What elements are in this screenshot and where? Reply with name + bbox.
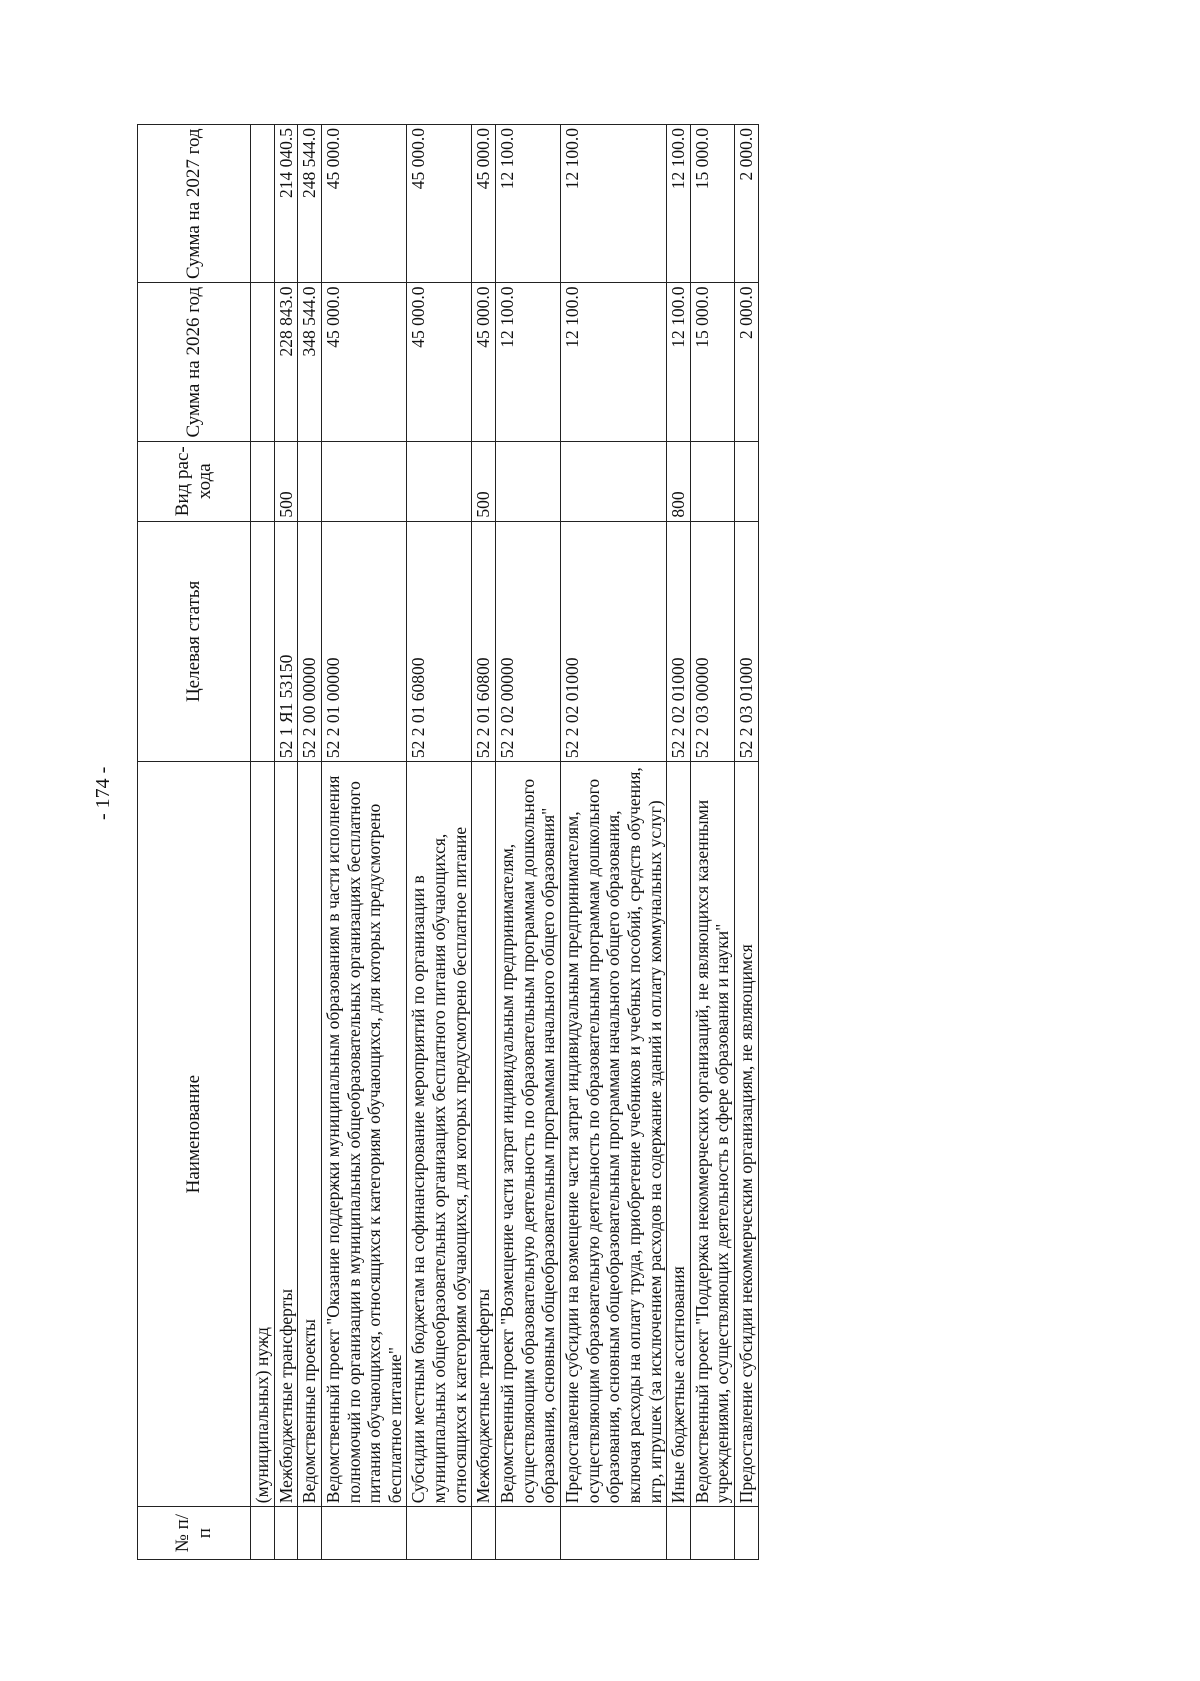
cell-vid: 800	[667, 441, 691, 521]
header-code: Целевая статья	[138, 521, 251, 762]
cell-sum-2027: 248 544.0	[298, 125, 322, 283]
cell-no	[298, 1507, 322, 1560]
budget-table-container	[137, 124, 759, 1560]
cell-code: 52 2 01 00000	[321, 521, 407, 762]
cell-code: 52 2 01 60800	[472, 521, 496, 762]
cell-vid: 500	[472, 441, 496, 521]
cell-no	[496, 1507, 561, 1560]
cell-name: Ведомственный проект "Поддержка некоммерческих организаций, не являющихся казенными учреждениями, осуществляющих деятельность в сфере образования и науки"	[690, 762, 734, 1507]
cell-vid: 500	[274, 441, 298, 521]
cell-no	[251, 1507, 275, 1560]
cell-vid	[321, 441, 407, 521]
cell-name: Ведомственный проект "Возмещение части затрат индивидуальным предпринимателям, осуществляющим образовательную деятельность по образовательным программам дошкольного образования, основным общеобразовательным программам начального общего образования"	[496, 762, 561, 1507]
cell-code: 52 2 01 60800	[407, 521, 472, 762]
cell-vid	[298, 441, 322, 521]
budget-table	[137, 124, 759, 1560]
cell-no	[274, 1507, 298, 1560]
cell-sum-2027: 45 000.0	[321, 125, 407, 283]
cell-name: Иные бюджетные ассигнования	[667, 762, 691, 1507]
table-row	[735, 125, 759, 1560]
header-name: Наименование	[138, 762, 251, 1507]
cell-sum-2027: 214 040.5	[274, 125, 298, 283]
cell-name: (муниципальных) нужд	[251, 762, 275, 1507]
table-row	[251, 125, 275, 1560]
cell-no	[690, 1507, 734, 1560]
cell-sum-2026: 45 000.0	[407, 283, 472, 441]
cell-code: 52 1 Я1 53150	[274, 521, 298, 762]
cell-code: 52 2 02 01000	[667, 521, 691, 762]
cell-no	[560, 1507, 666, 1560]
cell-no	[472, 1507, 496, 1560]
cell-no	[735, 1507, 759, 1560]
cell-sum-2026: 12 100.0	[667, 283, 691, 441]
table-row	[496, 125, 561, 1560]
cell-code: 52 2 03 00000	[690, 521, 734, 762]
cell-vid	[251, 441, 275, 521]
table-row	[298, 125, 322, 1560]
cell-no	[667, 1507, 691, 1560]
cell-code: 52 2 03 01000	[735, 521, 759, 762]
cell-sum-2026: 12 100.0	[496, 283, 561, 441]
cell-vid	[560, 441, 666, 521]
cell-code: 52 2 02 01000	[560, 521, 666, 762]
page-number: - 174 -	[92, 766, 114, 820]
cell-sum-2027: 15 000.0	[690, 125, 734, 283]
cell-sum-2026: 12 100.0	[560, 283, 666, 441]
header-no: № п/п	[138, 1507, 251, 1560]
cell-sum-2027	[251, 125, 275, 283]
cell-name: Предоставление субсидии на возмещение части затрат индивидуальным предпринимателям, осуществляющим образовательную деятельность по образовательным программам дошкольного образования, основным общеобразовательным программам начального общего образования, включая расходы на оплату труда, приобретение учебников и учебных пособий, средств обучения, игр, игрушек (за исключением расходов на содержание зданий и оплату коммунальных услуг)	[560, 762, 666, 1507]
cell-sum-2027: 12 100.0	[560, 125, 666, 283]
table-row	[667, 125, 691, 1560]
cell-vid	[496, 441, 561, 521]
table-row	[472, 125, 496, 1560]
cell-sum-2027: 2 000.0	[735, 125, 759, 283]
table-row	[407, 125, 472, 1560]
header-sum-2026: Сумма на 2026 год	[138, 283, 251, 441]
cell-vid	[690, 441, 734, 521]
cell-no	[407, 1507, 472, 1560]
cell-sum-2027: 12 100.0	[667, 125, 691, 283]
cell-name: Межбюджетные трансферты	[472, 762, 496, 1507]
cell-sum-2026: 348 544.0	[298, 283, 322, 441]
cell-sum-2026: 228 843.0	[274, 283, 298, 441]
table-row	[560, 125, 666, 1560]
cell-sum-2027: 12 100.0	[496, 125, 561, 283]
cell-sum-2026: 15 000.0	[690, 283, 734, 441]
table-row	[690, 125, 734, 1560]
cell-sum-2026: 45 000.0	[321, 283, 407, 441]
cell-code: 52 2 00 00000	[298, 521, 322, 762]
header-sum-2027: Сумма на 2027 год	[138, 125, 251, 283]
table-row	[321, 125, 407, 1560]
cell-vid	[407, 441, 472, 521]
cell-name: Ведомственный проект "Оказание поддержки муниципальным образованиям в части исполнения полномочий по организации в муниципальных общеобразовательных организациях бесплатного питания обучающихся, относящихся к категориям обучающихся, для которых предусмотрено бесплатное питание"	[321, 762, 407, 1507]
cell-name: Ведомственные проекты	[298, 762, 322, 1507]
cell-name: Субсидии местным бюджетам на софинансирование мероприятий по организации в муниципальных общеобразовательных организациях бесплатного питания обучающихся, относящихся к категориям обучающихся, для которых предусмотрено бесплатное питание	[407, 762, 472, 1507]
table-header-row	[138, 125, 251, 1560]
cell-vid	[735, 441, 759, 521]
cell-name: Межбюджетные трансферты	[274, 762, 298, 1507]
cell-no	[321, 1507, 407, 1560]
cell-name: Предоставление субсидии некоммерческим организациям, не являющимся	[735, 762, 759, 1507]
cell-code: 52 2 02 00000	[496, 521, 561, 762]
cell-sum-2026: 2 000.0	[735, 283, 759, 441]
table-row	[274, 125, 298, 1560]
cell-sum-2026: 45 000.0	[472, 283, 496, 441]
cell-sum-2027: 45 000.0	[472, 125, 496, 283]
cell-sum-2026	[251, 283, 275, 441]
header-vid: Вид рас-хода	[138, 441, 251, 521]
cell-code	[251, 521, 275, 762]
cell-sum-2027: 45 000.0	[407, 125, 472, 283]
